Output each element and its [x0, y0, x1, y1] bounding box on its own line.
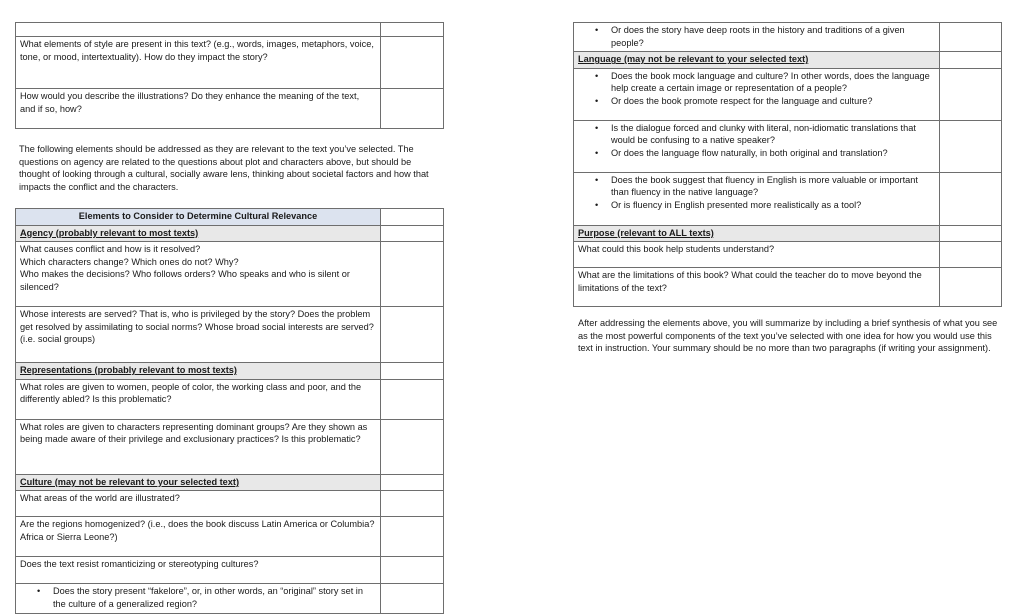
response-cell[interactable] — [381, 307, 444, 363]
response-cell[interactable] — [940, 68, 1002, 120]
response-cell[interactable] — [381, 557, 444, 584]
response-cell[interactable] — [940, 268, 1002, 307]
agency-question-2: Whose interests are served? That is, who is privileged by the story? Does the problem get resolved by assimilating to social norms? Whose broad social interests are served? (i.e. social groups) — [16, 307, 381, 363]
style-question: What elements of style are present in this text? (e.g., words, images, metaphors, voice, tone, or mood, intertextuality). How do they impact the story? — [16, 37, 381, 89]
response-cell[interactable] — [381, 209, 444, 226]
response-cell[interactable] — [940, 242, 1002, 268]
purpose-header: Purpose (relevant to ALL texts) — [574, 225, 940, 242]
agency-header: Agency (probably relevant to most texts) — [16, 225, 381, 242]
response-cell[interactable] — [381, 491, 444, 517]
response-cell[interactable] — [381, 242, 444, 307]
response-cell[interactable] — [381, 23, 444, 37]
response-cell[interactable] — [381, 225, 444, 242]
response-cell[interactable] — [940, 225, 1002, 242]
representations-header: Representations (probably relevant to most texts) — [16, 363, 381, 380]
response-cell[interactable] — [381, 379, 444, 419]
language-group-2: • Is the dialogue forced and clunky with literal, non-idiomatic translations that would be confusing to a native speaker? • Or does the language flow naturally, in both original and translation? — [574, 120, 940, 172]
language-header: Language (may not be relevant to your selected text) — [574, 52, 940, 69]
representations-question-1: What roles are given to women, people of color, the working class and poor, and the differently abled? Is this problematic? — [16, 379, 381, 419]
roots-question: • Or does the story have deep roots in the history and traditions of a given people? — [574, 23, 940, 52]
cultural-relevance-table — [15, 208, 444, 614]
agency-question-1: What causes conflict and how is it resolved? Which characters change? Which ones do not? Why? Who makes the decisions? Who follows orders? Who speaks and who is silent or silenced? — [16, 242, 381, 307]
language-group-3: • Does the book suggest that fluency in English is more valuable or important than fluency in the native language? • Or is fluency in English presented more realistically as a tool? — [574, 172, 940, 225]
response-cell[interactable] — [940, 172, 1002, 225]
response-cell[interactable] — [940, 52, 1002, 69]
table-title: Elements to Consider to Determine Cultural Relevance — [16, 209, 381, 226]
illustrations-question: How would you describe the illustrations? Do they enhance the meaning of the text, and if so, how? — [16, 89, 381, 129]
response-cell[interactable] — [381, 584, 444, 613]
response-cell[interactable] — [381, 474, 444, 491]
representations-question-2: What roles are given to characters representing dominant groups? Are they shown as being made aware of their privilege and exclusionary practices? Is this problematic? — [16, 419, 381, 474]
culture-question-1: What areas of the world are illustrated? — [16, 491, 381, 517]
response-cell[interactable] — [381, 363, 444, 380]
purpose-question-1: What could this book help students understand? — [574, 242, 940, 268]
response-cell[interactable] — [381, 37, 444, 89]
summary-paragraph: After addressing the elements above, you will summarize by including a brief synthesis of what you see as the most powerful components of the text you’ve selected with one idea for how you would use this text in instruction. Your summary should be no more than two paragraphs (if writing your assignment). — [578, 318, 998, 354]
culture-header: Culture (may not be relevant to your selected text) — [16, 474, 381, 491]
continuation-table — [573, 22, 1002, 307]
style-questions-table — [15, 22, 444, 129]
response-cell[interactable] — [381, 89, 444, 129]
language-group-1: • Does the book mock language and culture? In other words, does the language help create a certain image or representation of a people? • Or does the book promote respect for the language and culture? — [574, 68, 940, 120]
response-cell[interactable] — [940, 23, 1002, 52]
blank-cell — [16, 23, 381, 37]
response-cell[interactable] — [940, 120, 1002, 172]
purpose-question-2: What are the limitations of this book? What could the teacher do to move beyond the limitations of the text? — [574, 268, 940, 307]
culture-question-2: Are the regions homogenized? (i.e., does the book discuss Latin America or Columbia? Africa or Sierra Leone?) — [16, 517, 381, 557]
response-cell[interactable] — [381, 517, 444, 557]
intro-paragraph: The following elements should be addressed as they are relevant to the text you’ve selected. The questions on agency are related to the questions about plot and characters above, but should be thought of looking through a cultural, socially aware lens, thinking about societal factors and how that impacts the conflict and the characters. — [19, 144, 429, 192]
culture-question-4: • Does the story present “fakelore”, or, in other words, an “original” story set in the culture of a generalized region? — [16, 584, 381, 613]
culture-question-3: Does the text resist romanticizing or stereotyping cultures? — [16, 557, 381, 584]
response-cell[interactable] — [381, 419, 444, 474]
